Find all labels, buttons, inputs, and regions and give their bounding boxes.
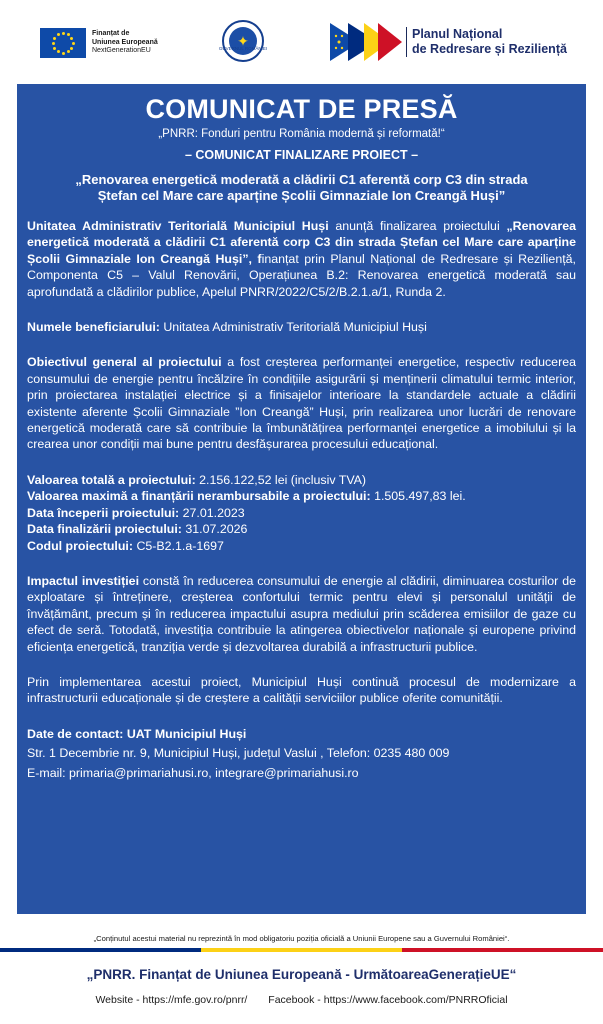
detail-start-date: Data începerii proiectului: 27.01.2023 [27,505,245,520]
footer-links [0,994,603,1006]
project-details [27,472,576,554]
eu-star-icon [57,50,60,53]
eu-star-icon [57,33,60,36]
page-title: COMUNICAT DE PRESĂ [145,94,458,124]
government-emblem-text: GUVERNUL ROMÂNIEI [218,46,268,51]
facebook-link[interactable]: Facebook - https://www.facebook.com/PNRROficial [268,994,508,1006]
eu-star-icon [67,33,70,36]
press-release-panel [17,84,586,914]
contact-email[interactable]: E-mail: primaria@primariahusi.ro, integrare@primariahusi.ro [27,765,359,780]
tricolor-stripe [0,948,603,952]
disclaimer: „Conținutul acestui material nu reprezintă în mod obligatoriu poziția oficială a Uniunii Europene sau a Guvernului României“. [93,934,510,943]
closing-paragraph: Prin implementarea acestui proiect, Municipiul Huși continuă procesul de modernizare a infrastructurii educaționale și de creștere a calității serviciilor publice oferite comunității. [27,674,576,706]
eu-flag-icon [40,28,86,58]
eu-logo-text: Finanțat de Uniunea Europeană NextGenerationEU [92,30,158,55]
government-emblem-icon: ✦ [222,20,264,62]
detail-project-code: Codul proiectului: C5-B2.1.a-1697 [27,538,224,553]
pnrr-logo-icon [330,23,402,61]
detail-max-funding: Valoarea maximă a finanțării nerambursabile a proiectului: 1.505.497,83 lei. [27,489,466,504]
detail-end-date: Data finalizării proiectului: 31.07.2026 [27,522,248,537]
pnrr-logo [330,23,567,61]
objective-paragraph: Obiectivul general al proiectului a fost creșterea performanței energetice, respectiv reducerea consumului de energie pentru încălzire în condițiile asigurării și menținerii climatului termic interior, prin proiectarea instalației electrice și a finisajelor interioare la standardele actuale a clădirii existente aferente Școlii Gimnaziale ”Ion Creangă” Huși, prin realizarea unor lucrări de renovare energetică moderată care să contribuie la îmbunătățirea performanței energetice a imobilului și la crearea unor condiții mai bune pentru desfășurarea procesului educațional. [27,355,576,452]
eu-star-icon [72,42,75,45]
eu-logo [40,28,158,58]
eu-star-icon [52,42,55,45]
page-subtitle: „PNRR: Fonduri pentru România modernă și reformată!“ [158,128,445,140]
detail-total-value: Valoarea totală a proiectului: 2.156.122,52 lei (inclusiv TVA) [27,472,367,487]
eu-star-icon [67,50,70,53]
contact-address: Str. 1 Decembrie nr. 9, Municipiul Huși, județul Vaslui , Telefon: 0235 480 009 [27,746,450,761]
pnrr-logo-text: Planul Național de Redresare și Reziliență [406,27,567,57]
contact-block [27,726,576,781]
eu-star-icon [70,47,73,50]
eu-star-icon [70,37,73,40]
project-title: „Renovarea energetică moderată a clădirii C1 aferentă corp C3 din strada Ștefan cel Mare care aparține Școlii Gimnaziale Ion Creangă Huși” [75,172,528,203]
beneficiary-paragraph: Numele beneficiarului: Unitatea Administrativ Teritorială Municipiul Huși [27,320,427,335]
press-release-body [17,218,586,781]
release-type: – COMUNICAT FINALIZARE PROIECT – [184,148,419,162]
logo-bar [0,0,603,80]
eu-star-icon [53,47,56,50]
footer-slogan: „PNRR. Finanțat de Uniunea Europeană - UrmătoareaGenerațieUE“ [86,967,517,982]
contact-title: Date de contact: UAT Municipiul Huși [27,726,247,741]
eu-star-icon [53,37,56,40]
eu-star-icon [62,32,65,35]
intro-paragraph: Unitatea Administrativ Teritorială Municipiul Huși anunță finalizarea proiectului „Renovarea energetică moderată a clădirii C1 aferentă corp C3 din strada Ștefan cel Mare care aparține Școlii Gimnaziale Ion Creangă Huși”, finanțat prin Planul Național de Redresare și Reziliență, Componenta C5 – Valul Renovării, Operațiunea B.2: Renovarea energetică moderată sau aprofundată a clădirilor publice, Apelul PNRR/2022/C5/2/B.2.1.a/1, Runda 2. [27,219,576,299]
website-link[interactable]: Website - https://mfe.gov.ro/pnrr/ [95,994,248,1006]
impact-paragraph: Impactul investiției constă în reducerea consumului de energie al clădirii, diminuarea costurilor de exploatare și întreținere, creșterea confortului termic pentru elevi și personalul unității de învățământ, precum și în reducerea impactului asupra mediului prin scăderea emisiilor de gaze cu efect de seră. Totodată, investiția contribuie la atingerea obiectivelor naționale și europene privind eficiența energetică, tranziția verde și dezvoltarea durabilă a infrastructurii publice. [27,573,576,654]
eu-star-icon [62,52,65,55]
